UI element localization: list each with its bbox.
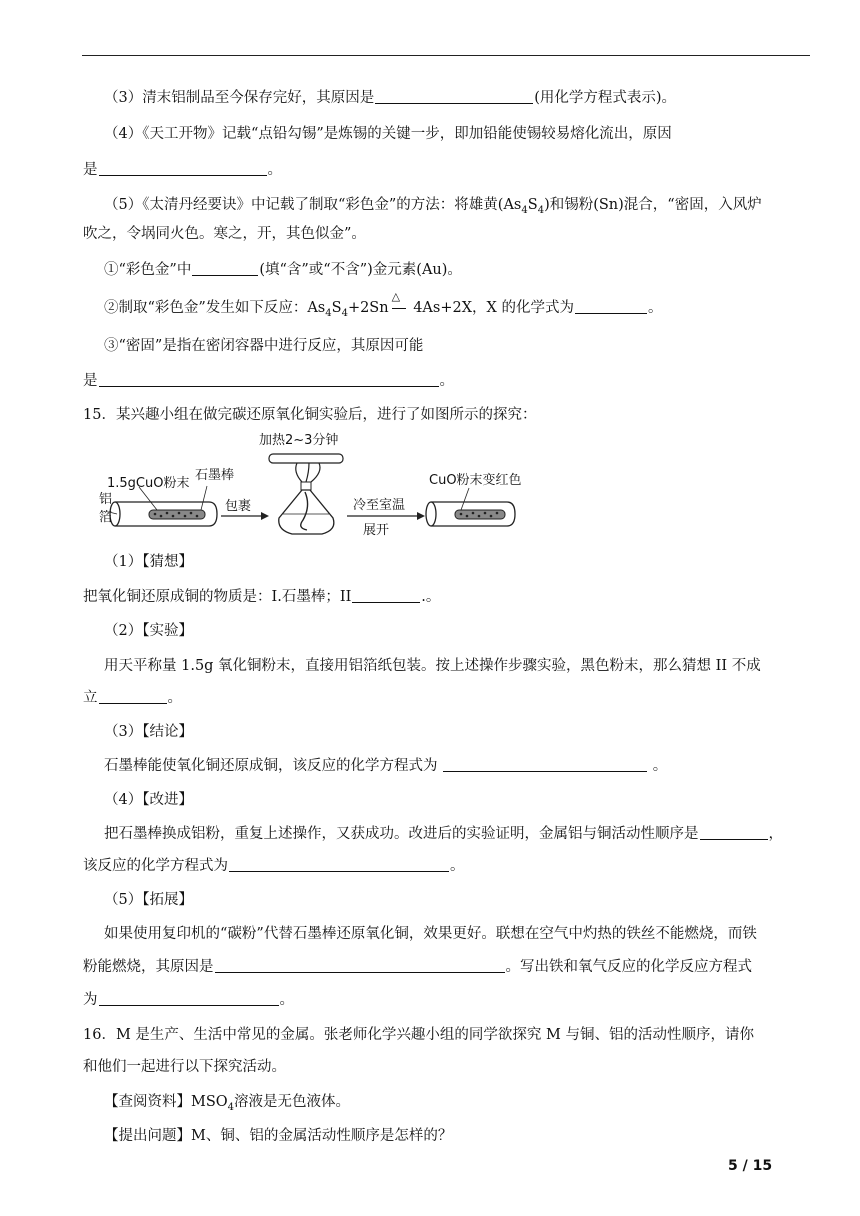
answer-blank[interactable] bbox=[575, 299, 647, 314]
header-rule bbox=[82, 55, 810, 56]
q15-s5: 如果使用复印机的“碳粉”代替石墨棒还原氧化铜，效果更好。联想在空气中灼热的铁丝不能燃烧，而铁 bbox=[104, 926, 757, 942]
q15-s4-title: （4）【改进】 bbox=[104, 792, 193, 808]
q16-question: 【提出问题】M、铜、铝的金属活动性顺序是怎样的？ bbox=[104, 1128, 453, 1144]
q14-part4: （4）《天工开物》记载“点铅勾锡”是炼锡的关键一步，即加铅能使锡较易熔化流出，原因 bbox=[104, 126, 672, 142]
q15-s3: 石墨棒能使氧化铜还原成铜，该反应的化学方程式为 。 bbox=[104, 758, 668, 774]
q15-s3-title: （3）【结论】 bbox=[104, 724, 193, 740]
q16-stem: 16．M 是生产、生活中常见的金属。张老师化学兴趣小组的同学欲探究 M 与铜、铝的活动性顺序，请你 bbox=[83, 1027, 754, 1043]
open-label: 展开 bbox=[363, 523, 390, 538]
result-label: CuO粉末变红色 bbox=[429, 473, 522, 488]
page-number: 5 / 15 bbox=[728, 1158, 773, 1174]
answer-blank[interactable] bbox=[352, 588, 420, 603]
answer-blank[interactable] bbox=[375, 89, 533, 104]
answer-blank[interactable] bbox=[443, 757, 647, 772]
answer-blank[interactable] bbox=[99, 161, 267, 176]
answer-blank[interactable] bbox=[700, 825, 768, 840]
q16-info: 【查阅资料】$MSO_4$溶液是无色液体。 bbox=[104, 1094, 351, 1113]
q15-s1: 把氧化铜还原成铜的物质是：I.石墨棒；II .。 bbox=[83, 589, 441, 605]
cuo-label: 1.5gCuO粉末 bbox=[107, 476, 190, 491]
answer-blank[interactable] bbox=[229, 857, 449, 872]
q15-s4: 把石墨棒换成铝粉，重复上述操作，又获成功。改进后的实验证明，金属铝与铜活动性顺序是 ， bbox=[104, 826, 783, 842]
rod-label: 石墨棒 bbox=[195, 468, 235, 483]
experiment-figure bbox=[97, 430, 537, 548]
q15-s1-title: （1）【猜想】 bbox=[104, 554, 193, 570]
q14-item2: ②制取“彩色金”发生如下反应：$As_4S_4+2Sn$ △ 4As+2X，X 的化学式为 。 bbox=[104, 290, 663, 319]
foil-label-2: 箔 bbox=[99, 510, 113, 525]
foil-tube-left bbox=[110, 502, 217, 526]
answer-blank[interactable] bbox=[99, 991, 279, 1006]
q14-item3: ③“密固”是指在密闭容器中进行反应，其原因可能 bbox=[104, 338, 424, 354]
q14-part3: （3）清末铝制品至今保存完好，其原因是 (用化学方程式表示)。 bbox=[104, 90, 677, 106]
q15-s5-cont2: 为 。 bbox=[83, 992, 294, 1008]
q14-part4-cont: 是 。 bbox=[83, 162, 282, 178]
q15-s4-cont: 该反应的化学方程式为 。 bbox=[83, 858, 465, 874]
answer-blank[interactable] bbox=[99, 689, 167, 704]
cool-label: 冷至室温 bbox=[353, 498, 406, 513]
q14-item1: ①“彩色金”中 (填“含”或“不含”)金元素(Au)。 bbox=[104, 262, 462, 278]
q15-s5-title: （5）【拓展】 bbox=[104, 892, 193, 908]
q14-part5: （5）《太清丹经要诀》中记载了制取“彩色金”的方法：将雄黄$(As_4S_4)$和锡粉(Sn)混合，“密固，入风炉 bbox=[104, 197, 762, 216]
reaction-condition: △ bbox=[389, 298, 409, 318]
foil-label-1: 铝 bbox=[99, 492, 113, 507]
answer-blank[interactable] bbox=[192, 261, 258, 276]
q16-stem-cont: 和他们一起进行以下探究活动。 bbox=[83, 1059, 286, 1075]
answer-blank[interactable] bbox=[99, 372, 439, 387]
answer-blank[interactable] bbox=[215, 958, 505, 973]
q15-s2-title: （2）【实验】 bbox=[104, 623, 193, 639]
q15-s5-cont: 粉能燃烧，其原因是 。写出铁和氧气反应的化学反应方程式 bbox=[83, 959, 752, 975]
q14-item3-cont: 是 。 bbox=[83, 373, 454, 389]
alcohol-lamp bbox=[259, 432, 343, 534]
q15-s2: 用天平称量 1.5g 氧化铜粉末，直接用铝箔纸包装。按上述操作步骤实验，黑色粉末，那么猜想 II 不成 bbox=[104, 658, 761, 674]
wrap-label: 包裹 bbox=[225, 499, 252, 514]
q15-stem: 15．某兴趣小组在做完碳还原氧化铜实验后，进行了如图所示的探究： bbox=[83, 407, 537, 423]
q14-part5-cont: 吹之，令埚同火色。寒之，开，其色似金”。 bbox=[83, 226, 366, 242]
foil-tube-right bbox=[426, 502, 515, 526]
heat-label: 加热2~3分钟 bbox=[259, 433, 339, 448]
q15-s2-cont: 立 。 bbox=[83, 690, 182, 706]
